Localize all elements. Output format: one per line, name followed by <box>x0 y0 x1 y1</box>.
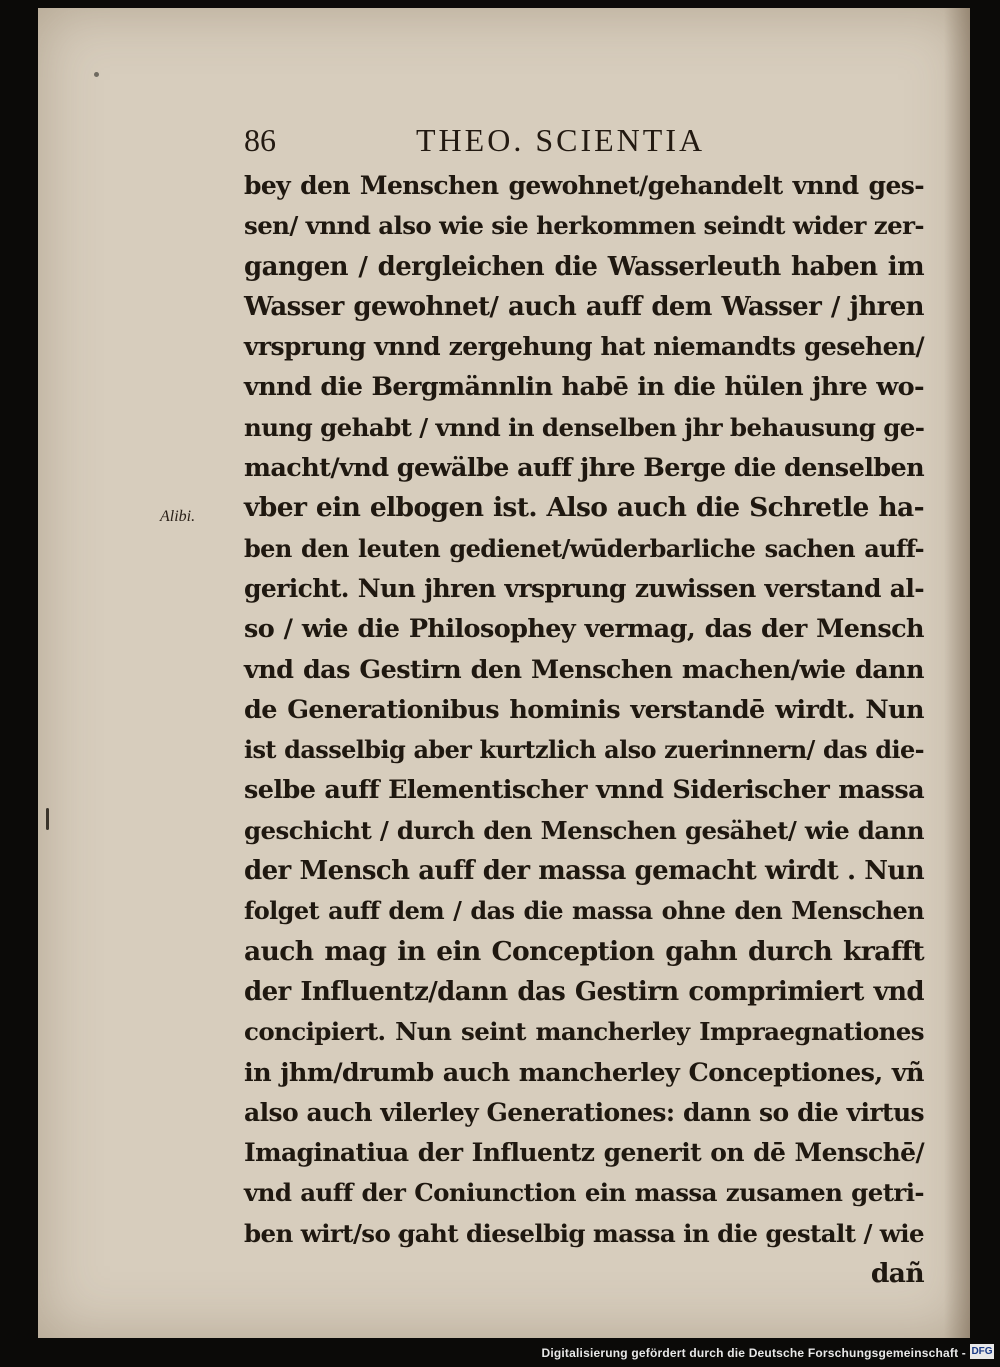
text-line: Wasser gewohnet/ auch auff dem Wasser / jhren <box>244 291 924 322</box>
text-line: concipiert. Nun seint mancherley Impraegnationes <box>244 1017 924 1047</box>
catchword: dañ <box>870 1258 924 1290</box>
text-line: also auch vilerley Generationes: dann so die virtus <box>244 1097 924 1127</box>
text-line: macht/vnd gewälbe auff jhre Berge die denselben <box>244 453 925 484</box>
text-line: selbe auff Elementischer vnnd Siderischer massa <box>244 775 924 806</box>
text-line: ben wirt/so gaht dieselbig massa in die gestalt / wie <box>244 1218 924 1248</box>
text-line: vnd auff der Coniunction ein massa zusamen getri- <box>244 1178 924 1208</box>
body-text <box>244 166 924 1294</box>
text-line: vnnd die Bergmännlin habē in die hülen jhre wo- <box>244 372 924 403</box>
paper-spot <box>46 808 49 830</box>
text-line: der Mensch auff der massa gemacht wirdt . Nun <box>244 856 924 887</box>
text-line: so / wie die Philosophey vermag, das der Mensch <box>244 614 924 645</box>
funding-notice: Digitalisierung gefördert durch die Deutsche Forschungsgemeinschaft - <box>541 1346 966 1360</box>
paper-spot <box>94 72 99 77</box>
text-line: Imaginatiua der Influentz generit on dē Menschē/ <box>244 1138 924 1168</box>
text-line: der Influentz/dann das Gestirn comprimiert vnd <box>244 976 924 1007</box>
text-line: auch mag in ein Conception gahn durch krafft <box>244 935 924 967</box>
page-edge-shadow <box>944 8 970 1338</box>
page-number: 86 <box>244 122 276 158</box>
running-title: THEO. SCIENTIA <box>416 122 706 158</box>
text-line: de Generationibus hominis verstandē wirdt. Nun <box>244 694 924 725</box>
dfg-logo-icon: DFG <box>971 1346 993 1357</box>
text-line: geschicht / durch den Menschen gesähet/ wie dann <box>244 815 924 845</box>
text-line: gangen / dergleichen die Wasserleuth haben im <box>244 251 924 282</box>
text-line: folget auff dem / das die massa ohne den Menschen <box>244 896 924 926</box>
text-line: in jhm/drumb auch mancherley Conceptiones, vñ <box>244 1057 924 1088</box>
text-line: nung gehabt / vnnd in denselben jhr behausung ge- <box>244 412 925 442</box>
text-line: vrsprung vnnd zergehung hat niemandts gesehen/ <box>244 332 924 362</box>
text-line: sen/ vnnd also wie sie herkommen seindt wider zer- <box>244 211 924 241</box>
page-header <box>244 122 764 168</box>
text-line: vber ein elbogen ist. Also auch die Schretle ha- <box>244 492 924 524</box>
text-line: ist dasselbig aber kurtzlich also zuerinnern/ das die- <box>244 735 924 765</box>
text-line: bey den Menschen gewohnet/gehandelt vnnd ges- <box>244 171 924 200</box>
text-line: vnd das Gestirn den Menschen machen/wie dann <box>244 654 924 685</box>
marginal-note: Alibi. <box>160 508 196 525</box>
text-line: gericht. Nun jhren vrsprung zuwissen verstand al- <box>244 573 924 603</box>
text-line: ben den leuten gedienet/wūderbarliche sachen auff- <box>244 533 924 563</box>
